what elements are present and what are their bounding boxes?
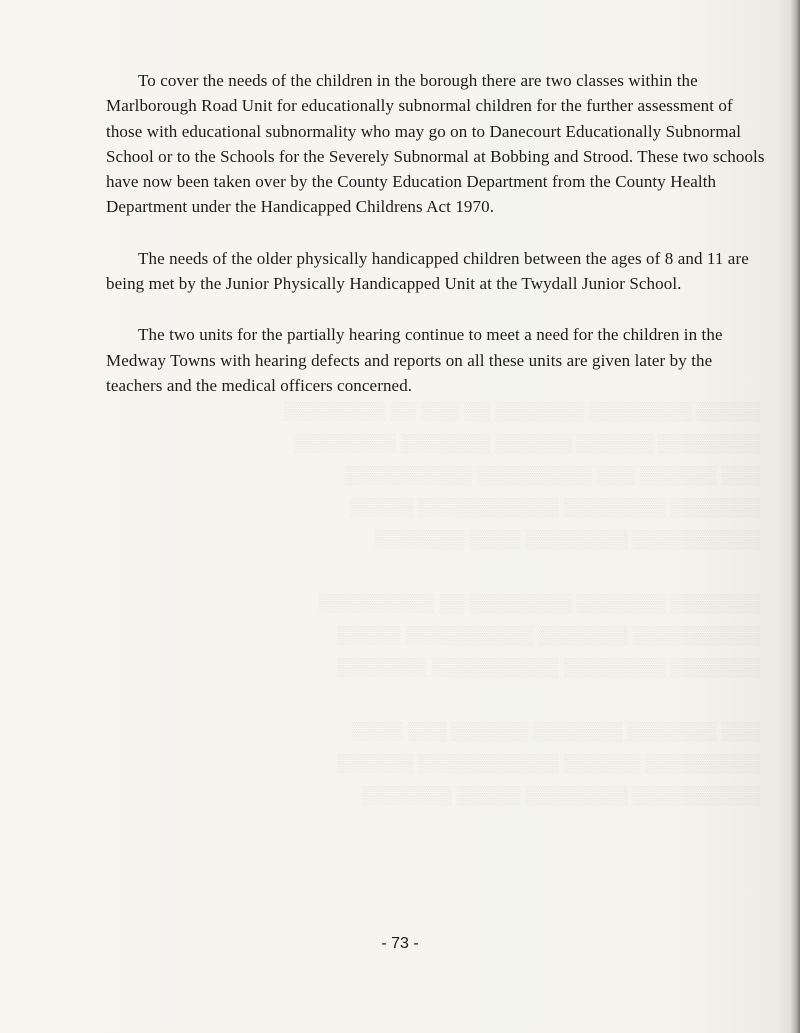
body-text bbox=[106, 68, 770, 424]
bleed-through-texture: ▒▒▒▒▒ ▒▒▒▒▒▒▒▒ ▒▒▒▒▒▒▒ ▒▒ ▒▒▒ ▒▒ ▒▒▒▒▒▒▒▒ ▒▒▒▒▒▒▒▒ ▒▒▒▒▒▒ ▒▒▒▒▒▒ ▒▒▒▒▒▒▒ ▒▒▒▒▒▒▒▒ ▒▒▒ ▒▒▒▒▒▒ ▒▒▒ ▒▒▒▒▒▒▒▒▒ ▒▒▒▒▒▒▒▒▒▒ ▒▒▒▒▒▒▒ ▒▒▒▒▒▒▒▒ ▒▒▒▒▒▒▒▒▒▒▒ ▒▒▒▒▒ ▒▒▒▒▒▒▒▒▒▒ ▒▒▒▒▒▒▒▒ ▒▒▒▒ ▒▒▒▒▒▒▒ ▒▒▒▒▒▒▒ ▒▒▒▒▒▒▒ ▒▒▒▒▒▒▒▒ ▒▒ ▒▒▒▒▒▒▒▒▒ ▒▒▒▒▒▒▒▒▒▒ ▒▒▒▒▒▒▒ ▒▒▒▒▒▒▒▒▒▒ ▒▒▒▒▒ ▒▒▒▒▒▒▒ ▒▒▒▒▒▒▒▒ ▒▒▒▒▒▒▒▒▒▒ ▒▒▒▒▒▒▒ ▒▒▒ ▒▒▒▒▒▒▒ ▒▒▒▒▒▒▒ ▒▒▒▒▒▒ ▒▒▒ ▒▒▒▒ ▒▒▒▒▒▒▒▒▒ ▒▒▒▒▒▒ ▒▒▒▒▒▒▒▒▒▒▒ ▒▒▒▒▒▒ ▒▒▒▒▒▒▒▒▒▒ ▒▒▒▒▒▒▒▒ ▒▒▒▒▒ ▒▒▒▒▒▒▒ bbox=[283, 401, 760, 805]
page-number: - 73 - bbox=[381, 935, 419, 952]
paragraph-2: The needs of the older physically handicapped children between the ages of 8 and 11 are being met by the Junior Physically Handicapped Unit at the Twydall Junior School. bbox=[106, 248, 749, 294]
paragraph-1: To cover the needs of the children in the borough there are two classes within the Marlborough Road Unit for educationally subnormal children for the further assessment of those with educational subnormality who may go on to Danecourt Educationally Subnormal School or to the Schools for the Severely Subnormal at Bobbing and Strood. These two schools have now been taken over by the County Education Department from the County Health Department under the Handicapped Childrens Act 1970. bbox=[106, 71, 765, 217]
paragraph-3: The two units for the partially hearing continue to meet a need for the children in the Medway Towns with hearing defects and reports on all these units are given later by the teachers and the medical officers concerned. bbox=[106, 325, 723, 395]
page-edge-shadow bbox=[790, 0, 800, 1033]
